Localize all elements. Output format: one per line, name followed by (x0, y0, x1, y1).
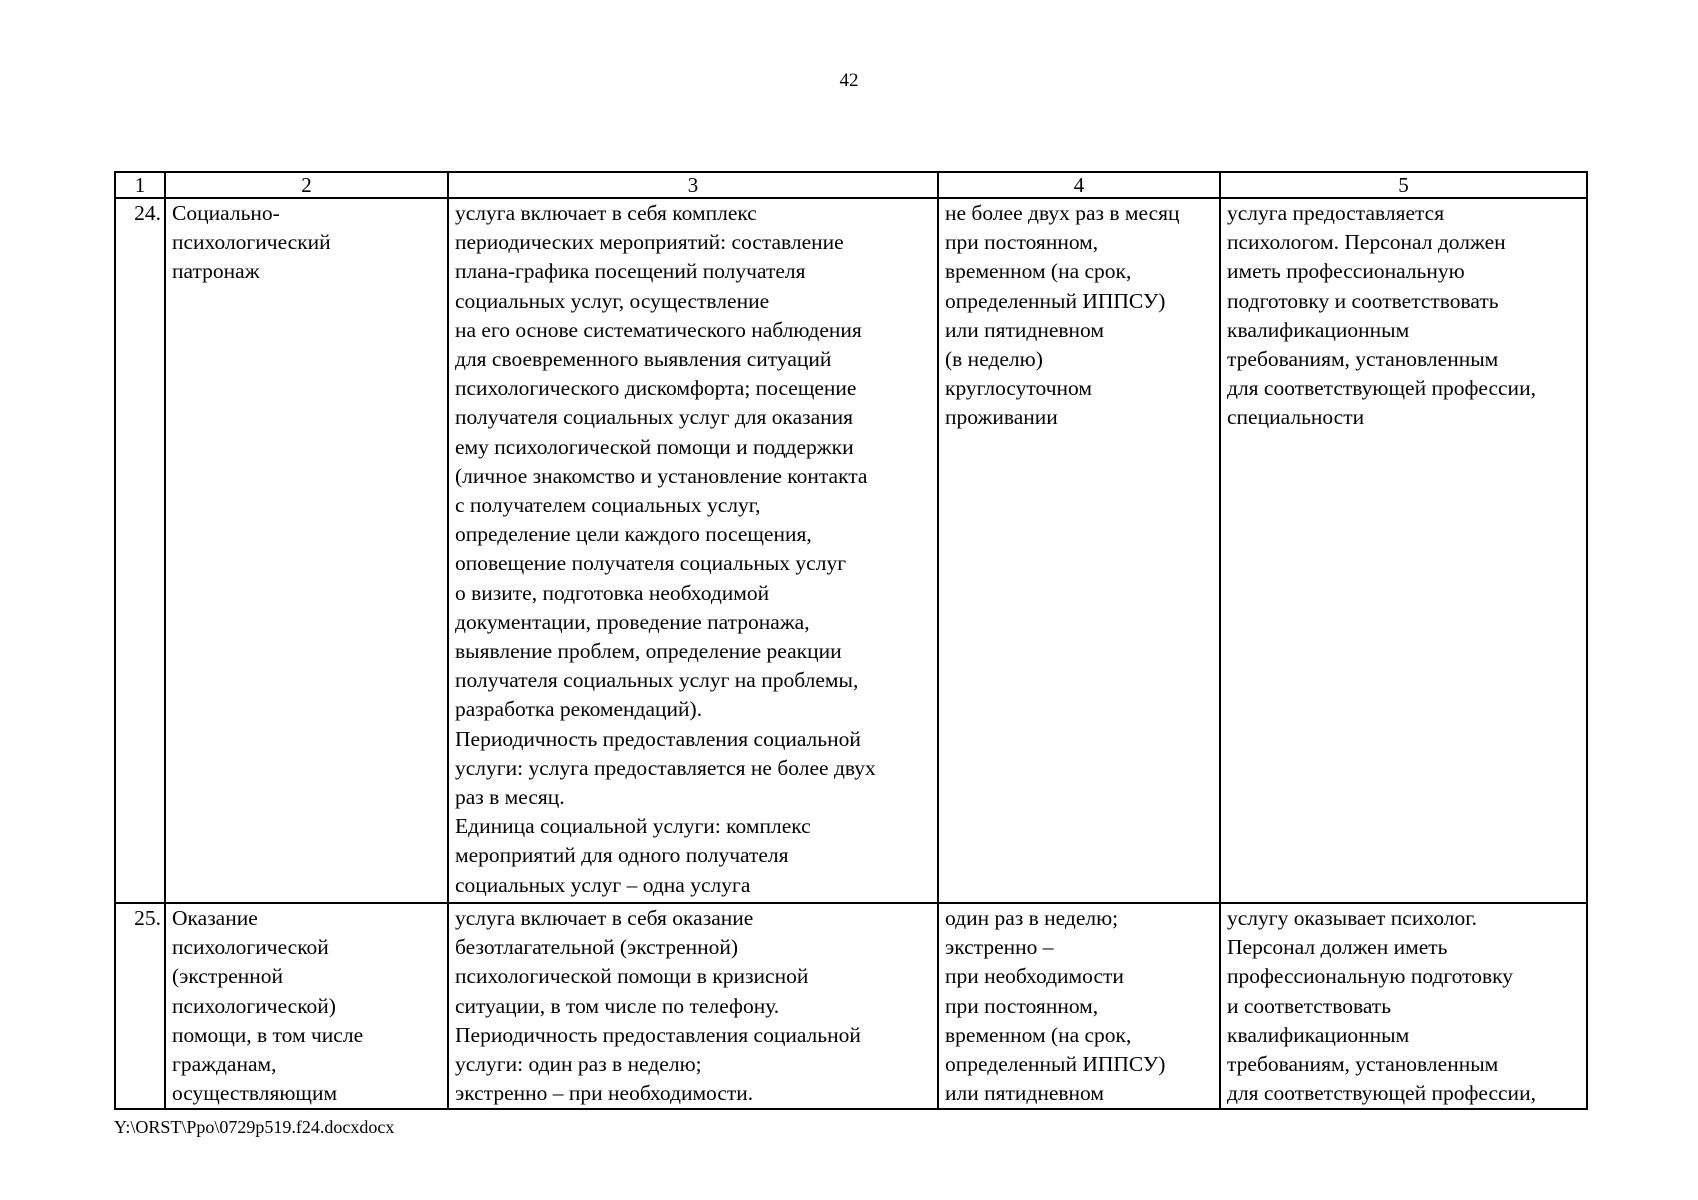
cell-text-line: для своевременного выявления ситуаций (455, 347, 832, 372)
service-frequency-cell (938, 198, 1220, 903)
cell-text-line: (в неделю) (945, 347, 1043, 372)
cell-text-line: Единица социальной услуги: комплекс (455, 814, 811, 839)
cell-text-line: услуга включает в себя оказание (455, 906, 754, 930)
cell-text-line: психологической помощи в кризисной (455, 964, 809, 989)
cell-text-line: документации, проведение патронажа, (455, 609, 810, 634)
service-staff-cell (1220, 198, 1587, 903)
cell-text-line: осуществляющим (172, 1081, 338, 1106)
table-header-row (115, 172, 1587, 198)
cell-text-line: помощи, в том числе (172, 1022, 364, 1047)
cell-text-line: определенный ИППСУ) (945, 288, 1166, 313)
cell-text-line: при постоянном, (945, 993, 1099, 1018)
cell-text-line: один раз в неделю; (945, 906, 1119, 930)
service-name-cell (165, 198, 448, 903)
cell-text-line: психологического дискомфорта; посещение (455, 376, 857, 401)
cell-text-line: временном (на срок, (945, 1022, 1132, 1047)
cell-text-line: услуги: услуга предоставляется не более двух (455, 755, 876, 780)
cell-text-line: на его основе систематического наблюдения (455, 317, 862, 342)
service-name-cell (165, 903, 448, 1109)
cell-text-line: социальных услуг – одна услуга (455, 872, 751, 897)
cell-text-line: специальности (1227, 405, 1365, 430)
cell-text-line: иметь профессиональную (1227, 259, 1465, 284)
cell-text-line: психологической (172, 935, 329, 960)
cell-text-line: или пятидневном (945, 317, 1105, 342)
table-row (115, 903, 1587, 1109)
cell-text-line: разработка рекомендаций). (455, 697, 703, 722)
cell-text-line: мероприятий для одного получателя (455, 843, 789, 868)
column-header: 4 (938, 172, 1220, 198)
cell-text-line: ситуации, в том числе по телефону. (455, 993, 780, 1018)
service-frequency-cell (938, 903, 1220, 1109)
cell-text-line: определение цели каждого посещения, (455, 522, 812, 547)
column-header: 3 (448, 172, 938, 198)
cell-text-line: временном (на срок, (945, 259, 1132, 284)
cell-text-line: получателя социальных услуг на проблемы, (455, 668, 859, 693)
cell-text-line: услугу оказывает психолог. (1227, 906, 1477, 930)
cell-text-line: круглосуточном (945, 376, 1092, 401)
table-row (115, 198, 1587, 903)
cell-text-line: психологический (172, 230, 331, 255)
cell-text-line: Периодичность предоставления социальной (455, 726, 861, 751)
cell-text-line: оповещение получателя социальных услуг (455, 551, 847, 576)
cell-text-line: для соответствующей профессии, (1227, 376, 1536, 401)
cell-text-line: и соответствовать (1227, 993, 1392, 1018)
cell-text-line: периодических мероприятий: составление (455, 230, 844, 255)
cell-text-line: Оказание (172, 906, 258, 930)
cell-text-line: услуга предоставляется (1227, 201, 1445, 225)
service-description-cell (448, 198, 938, 903)
cell-text-line: Персонал должен иметь (1227, 935, 1448, 960)
column-header: 5 (1220, 172, 1587, 198)
cell-text-line: профессиональную подготовку (1227, 964, 1514, 989)
cell-text-line: безотлагательной (экстренной) (455, 935, 739, 960)
cell-text-line: или пятидневном (945, 1081, 1105, 1106)
cell-text-line: требованиям, установленным (1227, 1052, 1499, 1077)
column-header: 2 (165, 172, 448, 198)
cell-text-line: для соответствующей профессии, (1227, 1081, 1536, 1106)
service-description-cell (448, 903, 938, 1109)
cell-text-line: выявление проблем, определение реакции (455, 639, 842, 664)
cell-text-line: услуги: один раз в неделю; (455, 1052, 702, 1077)
cell-text-line: психологом. Персонал должен (1227, 230, 1506, 255)
cell-text-line: раз в месяц. (455, 785, 565, 810)
cell-text-line: услуга включает в себя комплекс (455, 201, 757, 225)
cell-text-line: подготовку и соответствовать (1227, 288, 1499, 313)
cell-text-line: получателя социальных услуг для оказания (455, 405, 854, 430)
cell-text-line: экстренно – при необходимости. (455, 1081, 754, 1106)
file-path-footer: Y:\ORST\Ppo\0729p519.f24.docxdocx (114, 1117, 395, 1137)
cell-text-line: Социально- (172, 201, 280, 225)
row-number: 24. (115, 198, 165, 903)
cell-text-line: проживании (945, 405, 1058, 430)
cell-text-line: плана-графика посещений получателя (455, 259, 806, 284)
service-staff-cell (1220, 903, 1587, 1109)
services-table (114, 171, 1588, 1110)
cell-text-line: (экстренной (172, 964, 284, 989)
column-header: 1 (115, 172, 165, 198)
page-number: 42 (839, 70, 859, 91)
cell-text-line: ему психологической помощи и поддержки (455, 434, 854, 459)
cell-text-line: (личное знакомство и установление контакта (455, 463, 868, 488)
cell-text-line: гражданам, (172, 1052, 277, 1077)
cell-text-line: психологической) (172, 993, 336, 1018)
cell-text-line: о визите, подготовка необходимой (455, 580, 770, 605)
cell-text-line: определенный ИППСУ) (945, 1052, 1166, 1077)
cell-text-line: при необходимости (945, 964, 1124, 989)
cell-text-line: патронаж (172, 259, 260, 284)
cell-text-line: Периодичность предоставления социальной (455, 1022, 861, 1047)
cell-text-line: экстренно – (945, 935, 1054, 960)
cell-text-line: квалификационным (1227, 1022, 1410, 1047)
cell-text-line: требованиям, установленным (1227, 347, 1499, 372)
cell-text-line: не более двух раз в месяц (945, 201, 1180, 225)
cell-text-line: с получателем социальных услуг, (455, 493, 761, 518)
row-number: 25. (115, 903, 165, 1109)
cell-text-line: при постоянном, (945, 230, 1099, 255)
cell-text-line: квалификационным (1227, 317, 1410, 342)
cell-text-line: социальных услуг, осуществление (455, 288, 770, 313)
